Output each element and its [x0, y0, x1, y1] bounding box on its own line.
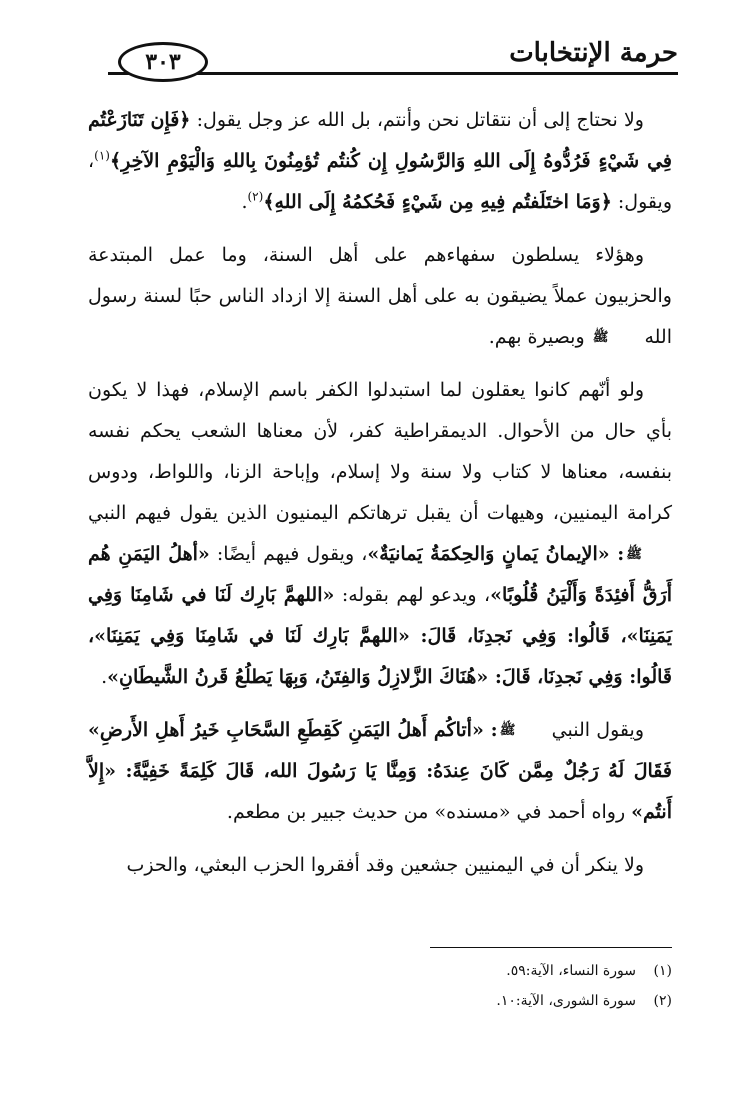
text-run: ، ويقول فيهم أيضًا:	[209, 543, 368, 565]
text-run: ولا ينكر أن في اليمنيين جشعين وقد أفقروا الحزب البعثي، والحزب	[126, 854, 644, 876]
paragraph-5	[88, 845, 672, 886]
page-header	[108, 34, 678, 86]
salawat-glyph: ﷺ	[592, 330, 609, 345]
paragraph-2	[88, 235, 672, 358]
hadith-quote: «أهلُ اليَمَنِ هُم أَرَقُّ أَفئِدَةً وَأَلْيَنُ قُلُوبًا»	[88, 543, 673, 606]
text-run: وهؤلاء يسلطون سفهاءهم على أهل السنة، وما عمل المبتدعة والحزبيون عملاً يضيقون به على أهل السنة إلا ازداد الناس حبًا لسنة رسول الله	[88, 244, 672, 348]
running-title: حرمة الإنتخابات	[509, 38, 678, 68]
footnote-text: سورة الشورى، الآية:١٠.	[496, 993, 636, 1009]
hadith-quote: «اللهمَّ بَارِك لَنَا في شَامِنَا وَفِي يَمَنِنَا»، قَالُوا: وَفِي نَجدِنَا، قَالَ: «اللهمَّ بَارِك لَنَا في شَامِنَا وَفِي يَمَنِنَا»، قَالُوا: وَفِي نَجدِنَا، قَالَ: «هُنَاكَ الزَّلازِلُ وَالفِتَنُ، وَبِهَا يَطلُعُ قَرنُ الشَّيطَانِ»	[88, 584, 672, 688]
salawat-glyph: ﷺ	[499, 723, 516, 738]
footnotes	[112, 956, 672, 1016]
paragraph-3	[88, 370, 672, 698]
hadith-quote: : «أتاكُم أَهلُ اليَمَنِ كَقِطَعِ السَّحَابِ خَيرُ أَهلِ الأَرضِ» فَقَالَ لَهُ رَجُلٌ مِمَّن كَانَ عِندَهُ: وَمِنَّا يَا رَسُولَ الله، قَالَ كَلِمَةً خَفِيَّةً: «إِلاَّ أَنتُم»	[88, 719, 672, 823]
page-number-oval	[118, 42, 208, 82]
hadith-quote: : «الإيمانُ يَمانٍ وَالحِكمَةُ يَمانيَةٌ»	[367, 543, 625, 565]
text-run: ، ويقول:	[88, 150, 672, 213]
footnote-separator	[430, 947, 672, 948]
text-run: .	[101, 666, 108, 688]
footnote-number: (٢)	[653, 993, 672, 1009]
page-number: ٣٠٣	[145, 49, 181, 75]
footnote-number: (١)	[653, 963, 672, 979]
paragraph-1	[88, 100, 672, 223]
paragraph-4	[88, 710, 672, 833]
text-run: .	[241, 191, 248, 213]
footnote-text: سورة النساء، الآية:٥٩.	[506, 963, 636, 979]
text-run: وبصيرة بهم.	[488, 326, 591, 348]
quran-verse: ﴿وَمَا اختَلَفتُم فِيهِ مِن شَيْءٍ فَحُكمُهُ إِلَى اللهِ﴾	[263, 191, 612, 213]
footnote-ref[interactable]: (٢)	[247, 189, 264, 204]
text-run: ولو أنّهم كانوا يعقلون لما استبدلوا الكفر باسم الإسلام، فهذا لا يكون بأي حال من الأحوال. الديمقراطية كفر، لأن معناها الشعب يحكم نفسه بنفسه، معناها لا كتاب ولا سنة ولا إسلام، وإباحة الزنا، واللواط، ودوس كرامة اليمنيين، وهيهات أن يقبل ترهاتكم اليمنيون الذين يقول فيهم النبي	[88, 379, 672, 524]
text-run: ، ويدعو لهم بقوله:	[334, 584, 491, 606]
text-run: ويقول النبي	[545, 719, 644, 741]
footnote-ref[interactable]: (١)	[94, 148, 110, 163]
footnote-1	[112, 956, 672, 986]
footnote-2	[112, 986, 672, 1016]
text-run: ولا نحتاج إلى أن نتقاتل نحن وأنتم، بل الله عز وجل يقول:	[190, 109, 644, 131]
quran-verse: ﴿فَإِن تَنَازَعْتُم فِي شَيْءٍ فَرُدُّوهُ إِلَى اللهِ وَالرَّسُولِ إِن كُنتُم تُؤمِنُونَ بِاللهِ وَالْيَوْمِ الآخِرِ﴾	[88, 109, 672, 172]
main-text	[88, 100, 672, 898]
text-run: رواه أحمد في «مسنده» من حديث جبير بن مطعم.	[226, 801, 632, 823]
salawat-glyph: ﷺ	[626, 547, 642, 562]
